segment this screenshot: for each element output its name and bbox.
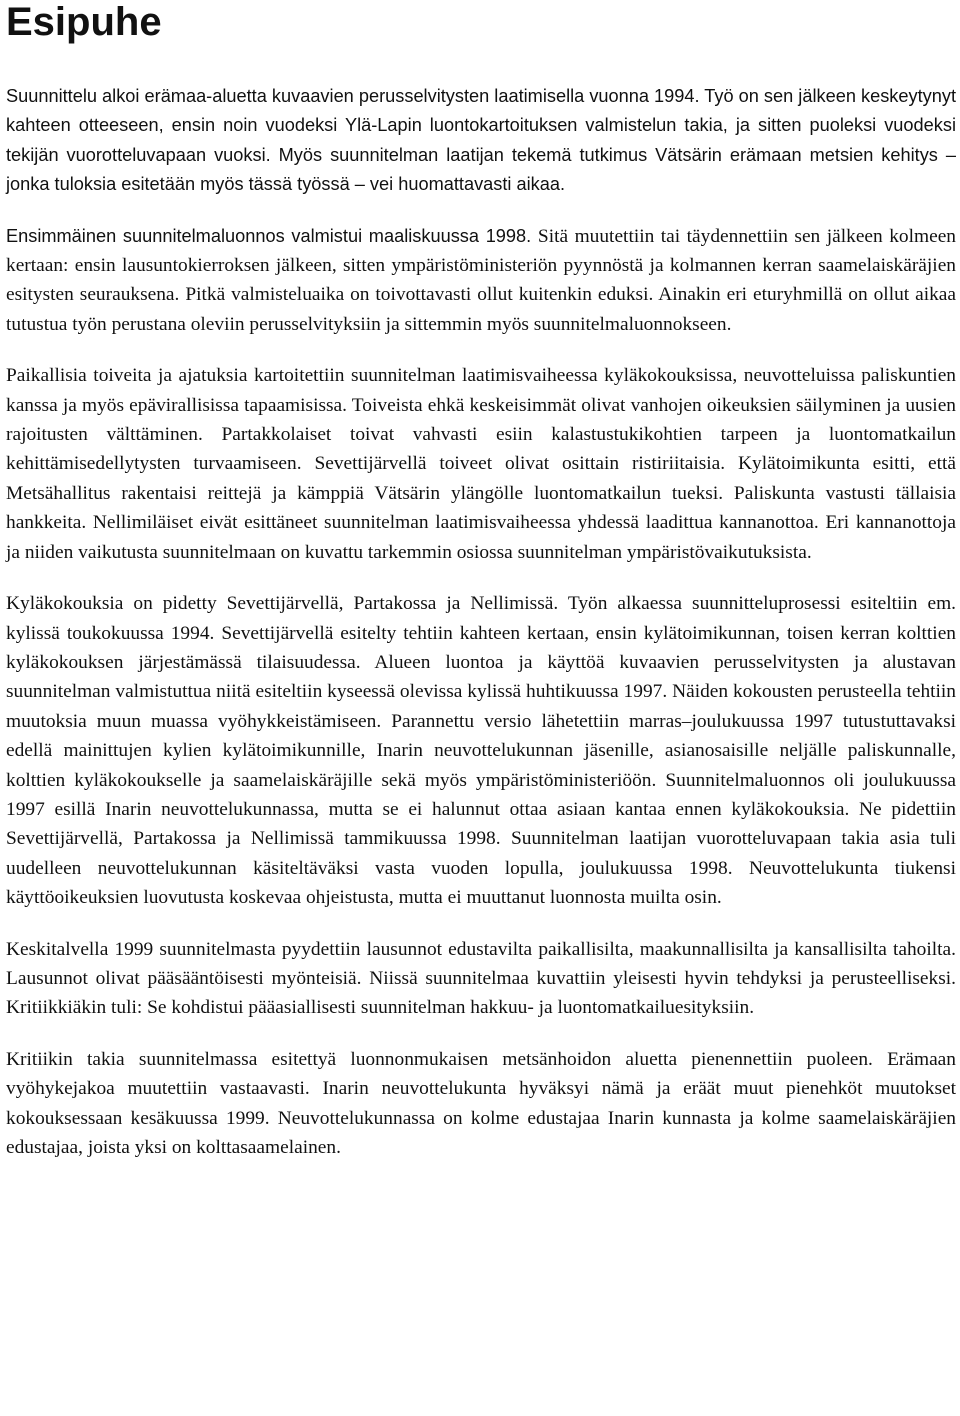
paragraph-5 bbox=[6, 935, 956, 1023]
paragraph-5-text: Keskitalvella 1999 suunnitelmasta pyydettiin lausunnot edustavilta paikallisilta, maakunnallisilta ja kansallisilta tahoilta. Lausunnot olivat pääsääntöisesti myönteisiä. Niissä suunnitelmaa kuvattiin yleisesti hyvin tehdyksi ja perusteelliseksi. Kritiikkiäkin tuli: Se kohdistui pääasiallisesti suunnitelman hakkuu- ja luontomatkailuesityksiin. bbox=[6, 938, 956, 1019]
paragraph-3 bbox=[6, 361, 956, 567]
document-page bbox=[6, 0, 956, 1162]
paragraph-2 bbox=[6, 222, 956, 340]
paragraph-6 bbox=[6, 1045, 956, 1163]
paragraph-1-part-1: Suunnittelu alkoi erämaa-aluetta kuvaavien perusselvitysten laatimisella vuonna 1994. Työ on sen jälkeen keskeytynyt kahteen otteeseen, ensin noin vuodeksi Ylä-Lapin luontokartoituksen valmistelun takia, ja sitten puoleksi vuodeksi tekijän vuorotteluvapaan vuoksi. bbox=[6, 86, 957, 165]
paragraph-2-part-2: Sitä muutettiin tai täydennettiin sen jälkeen kolmeen kertaan: ensin lausuntokierroksen jälkeen, sitten ympäristöministeriön pyynnöstä ja kolmannen kerran saamelaiskäräjien esitysten seurauksena. Pitkä valmisteluaika on toivottavasti ollut kuitenkin eduksi. Ainakin eri eturyhmillä on ollut aikaa tutustua työn perustana oleviin perusselvityksiin ja sittemmin myös suunnitelmaluonnokseen. bbox=[6, 225, 956, 335]
paragraph-1-part-2: Myös suunnitelman laatijan tekemä tutkimus Vätsärin erämaan metsien kehitys – jonka tuloksia esitetään myös tässä työssä – vei huomattavasti aikaa. bbox=[6, 144, 956, 195]
page-title: Esipuhe bbox=[6, 0, 162, 44]
paragraph-6-text: Kritiikin takia suunnitelmassa esitettyä luonnonmukaisen metsänhoidon aluetta pienennettiin puoleen. Erämaan vyöhykejakoa muutettiin vastaavasti. Inarin neuvottelukunta hyväksyi nämä ja eräät muut pienehköt muutokset kokouksessaan kesäkuussa 1999. Neuvottelukunnassa on kolme edustajaa Inarin kunnasta ja kolme saamelaiskäräjien edustajaa, joista yksi on kolttasaamelainen. bbox=[6, 1048, 956, 1158]
paragraph-4 bbox=[6, 589, 956, 912]
paragraph-1 bbox=[6, 82, 956, 200]
paragraph-4-text: Kyläkokouksia on pidetty Sevettijärvellä, Partakossa ja Nellimissä. Työn alkaessa suunnitteluprosessi esiteltiin em. kylissä toukokuussa 1994. Sevettijärvellä esitelty tehtiin kahteen kertaan, ensin kylätoimikunnan, toisen kerran kolttien kyläkokouksen järjestämässä tilaisuudessa. Alueen luontoa ja käyttöä kuvaavien perusselvitysten ja alustavan suunnitelman valmistuttua niitä esiteltiin kyseessä olevissa kylissä huhtikuussa 1997. Näiden kokousten perusteella tehtiin muutoksia muun muassa vyöhykkeistämiseen. Parannettu versio lähetettiin marras–joulukuussa 1997 tutustuttavaksi edellä mainittujen kylien kylätoimikunnille, Inarin neuvottelukunnan jäsenille, asianosaisille neljälle paliskunnalle, kolttien kyläkokoukselle ja saamelaiskäräjille sekä myös ympäristöministeriöön. Suunnitelmaluonnos oli joulukuussa 1997 esillä Inarin neuvottelukunnassa, mutta se ei halunnut ottaa asiaan kantaa ennen kyläkokouksia. Ne pidettiin Sevettijärvellä, Partakossa ja Nellimissä tammikuussa 1998. Suunnitelman laatijan vuorotteluvapaan takia asia tuli uudelleen neuvottelukunnan käsiteltäväksi vasta vuoden lopulla, joulukuussa 1998. Neuvottelukunta tiukensi käyttöoikeuksien luovutusta koskevaa ohjeistusta, mutta ei muuttanut luonnosta muilta osin. bbox=[6, 593, 956, 909]
paragraph-3-text: Paikallisia toiveita ja ajatuksia kartoitettiin suunnitelman laatimisvaiheessa kyläkokouksissa, neuvotteluissa paliskuntien kanssa ja myös epävirallisissa tapaamisissa. Toiveista ehkä keskeisimmät olivat vanhojen oikeuksien säilyminen ja uusien rajoitusten välttäminen. Partakkolaiset toivat vahvasti esiin kalastustukikohtien tarpeen ja luontomatkailun kehittämisedellytysten turvaamiseen. Sevettijärvellä toiveet olivat osittain ristiriitaisia. Kylätoimikunta esitti, että Metsähallitus rakentaisi reittejä ja kämppiä Vätsärin ylängölle luontomatkailun tueksi. Paliskunta vastusti tällaisia hankkeita. Nellimiläiset eivät esittäneet suunnitelman laatimisvaiheessa yhdessä laadittua kannanottoa. Eri kannanottoja ja niiden vaikutusta suunnitelmaan on kuvattu tarkemmin osiossa suunnitelman ympäristövaikutuksista. bbox=[6, 365, 956, 563]
paragraph-2-part-1: Ensimmäinen suunnitelmaluonnos valmistui maaliskuussa 1998. bbox=[6, 225, 538, 246]
